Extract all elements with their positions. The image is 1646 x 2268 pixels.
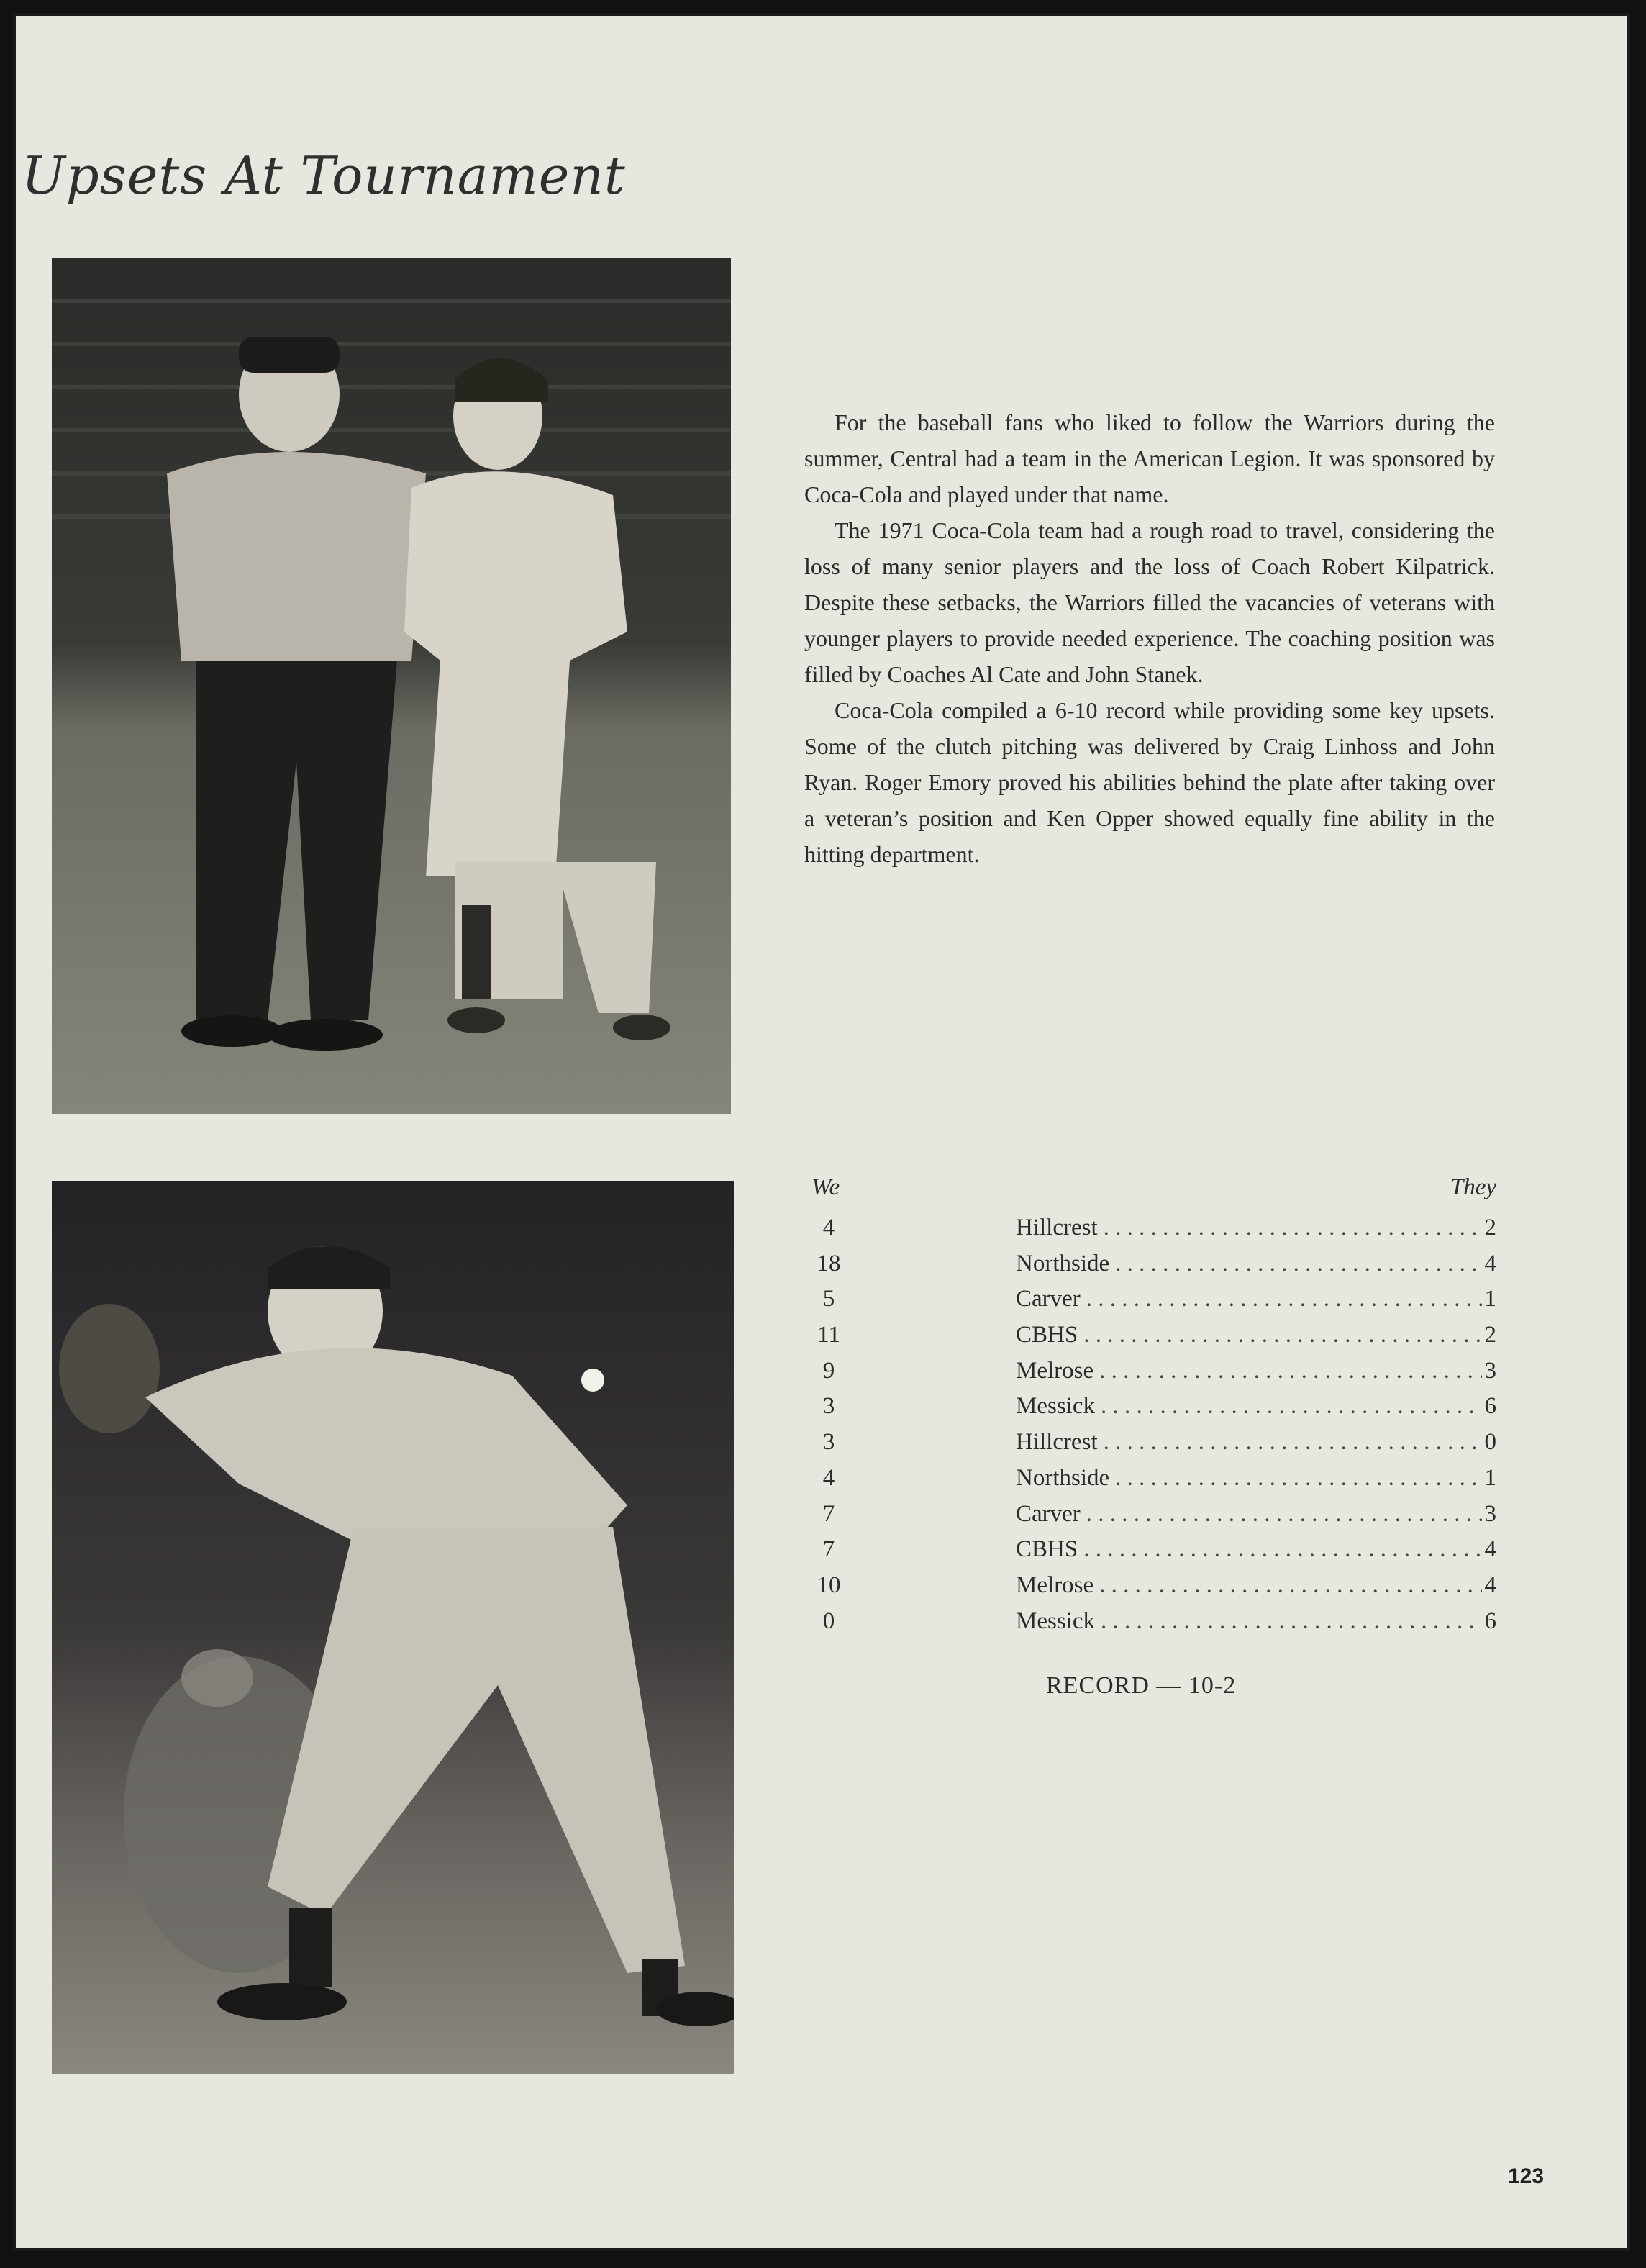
yearbook-page (13, 13, 1630, 2251)
we-score: 3 (822, 1393, 835, 1420)
score-row (807, 1317, 1496, 1353)
we-score: 7 (822, 1536, 835, 1563)
score-row (807, 1246, 1496, 1282)
we-score: 7 (822, 1500, 835, 1527)
first-baseman-photo (52, 1181, 734, 2074)
opponent-name: Messick (1016, 1607, 1095, 1634)
we-score: 0 (822, 1607, 835, 1634)
opponent-name: Carver (1016, 1500, 1081, 1527)
opponent-name: Carver (1016, 1286, 1081, 1312)
score-row (807, 1282, 1496, 1317)
score-row (807, 1532, 1496, 1568)
opponent-name: Northside (1016, 1250, 1110, 1276)
article-paragraph: Coca-Cola compiled a 6-10 record while providing some key upsets. Some of the clutch pitching was delivered by Craig Linhoss and John Ryan. Roger Emory proved his abilities behind the plate after taking over a veteran’s position and Ken Opper showed equally fine ability in the hitting department. (804, 697, 1495, 867)
umpire-player-photo (52, 258, 731, 1114)
we-score: 9 (822, 1357, 835, 1384)
we-column-header: We (811, 1174, 840, 1200)
they-score: 4 (1484, 1536, 1496, 1563)
they-score: 3 (1484, 1500, 1496, 1527)
season-record: RECORD — 10-2 (1046, 1672, 1237, 1699)
page-number: 123 (1508, 2164, 1545, 2188)
opponent-name: Messick (1016, 1393, 1095, 1420)
score-row (807, 1210, 1496, 1246)
they-score: 2 (1484, 1215, 1496, 1240)
score-row (807, 1568, 1496, 1604)
we-score: 18 (817, 1250, 841, 1276)
opponent-name: Northside (1016, 1464, 1110, 1491)
we-score: 4 (822, 1464, 835, 1491)
we-score: 10 (817, 1571, 841, 1598)
they-score: 6 (1484, 1393, 1496, 1420)
they-score: 1 (1484, 1286, 1496, 1312)
they-score: 1 (1484, 1464, 1496, 1491)
article-paragraph: For the baseball fans who liked to follow the Warriors during the summer, Central had a team in the American Legion. It was sponsored by Coca-Cola and played under that name. (804, 409, 1495, 507)
opponent-name: CBHS (1016, 1536, 1078, 1563)
score-row (807, 1389, 1496, 1425)
opponent-name: Hillcrest (1016, 1215, 1098, 1240)
they-score: 4 (1484, 1250, 1496, 1276)
opponent-name: Melrose (1016, 1357, 1094, 1384)
article-text (804, 404, 1495, 872)
score-table-header (807, 1174, 1496, 1210)
we-score: 3 (822, 1429, 835, 1456)
score-row (807, 1425, 1496, 1461)
they-score: 6 (1484, 1607, 1496, 1634)
page-title: Upsets At Tournament (22, 145, 626, 206)
score-table (807, 1174, 1496, 1639)
opponent-name: Hillcrest (1016, 1429, 1098, 1456)
they-score: 2 (1484, 1322, 1496, 1348)
they-score: 4 (1484, 1571, 1496, 1598)
article-paragraph: The 1971 Coca-Cola team had a rough road to travel, considering the loss of many senior players and the loss of Coach Robert Kilpatrick. Despite these setbacks, the Warriors filled the vacancies of veterans with younger players to provide needed experience. The coaching position was filled by Coaches Al Cate and John Stanek. (804, 517, 1495, 687)
score-row (807, 1353, 1496, 1389)
score-row (807, 1497, 1496, 1533)
score-row (807, 1461, 1496, 1497)
opponent-name: Melrose (1016, 1571, 1094, 1598)
they-score: 3 (1484, 1357, 1496, 1384)
score-row (807, 1604, 1496, 1640)
we-score: 4 (822, 1215, 835, 1240)
we-score: 5 (822, 1286, 835, 1312)
we-score: 11 (817, 1322, 840, 1348)
they-score: 0 (1484, 1429, 1496, 1456)
opponent-name: CBHS (1016, 1322, 1078, 1348)
they-column-header: They (1450, 1174, 1496, 1200)
